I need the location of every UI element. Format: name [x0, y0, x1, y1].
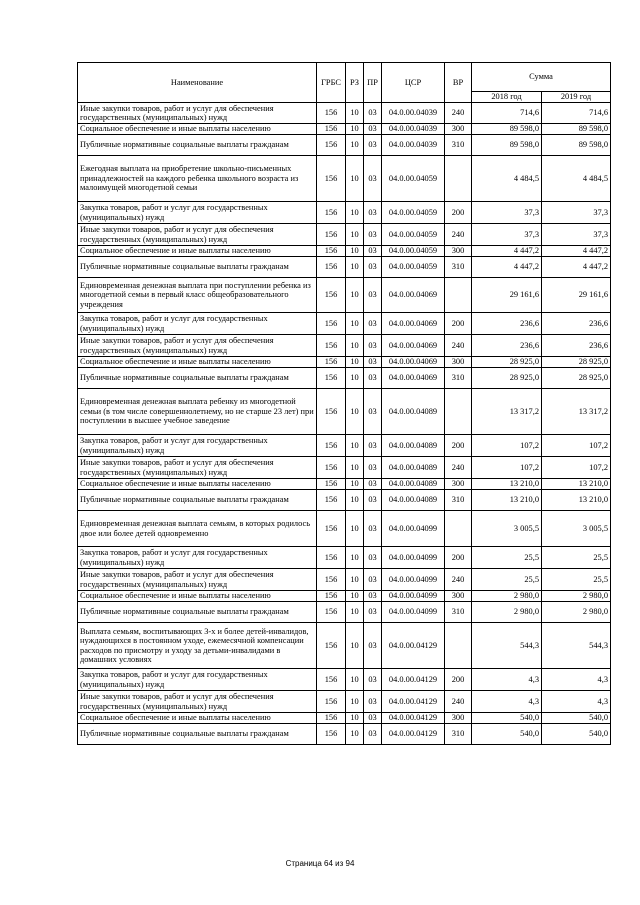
cell-rz: 10: [346, 623, 364, 669]
cell-sum-2019: 107,2: [542, 435, 611, 457]
cell-vr: 310: [445, 724, 472, 745]
cell-sum-2018: 540,0: [472, 724, 542, 745]
cell-sum-2018: 13 210,0: [472, 479, 542, 490]
cell-pr: 03: [364, 224, 382, 246]
cell-name: Иные закупки товаров, работ и услуг для обеспечения государственных (муниципальных) нужд: [78, 569, 317, 591]
cell-sum-2018: 4 447,2: [472, 257, 542, 278]
cell-rz: 10: [346, 724, 364, 745]
cell-pr: 03: [364, 713, 382, 724]
cell-rz: 10: [346, 457, 364, 479]
cell-rz: 10: [346, 490, 364, 511]
cell-csr: 04.0.00.04089: [382, 435, 445, 457]
cell-grbs: 156: [317, 357, 346, 368]
cell-name: Социальное обеспечение и иные выплаты населению: [78, 357, 317, 368]
cell-name: Иные закупки товаров, работ и услуг для обеспечения государственных (муниципальных) нужд: [78, 224, 317, 246]
cell-name: Публичные нормативные социальные выплаты гражданам: [78, 490, 317, 511]
cell-name: Социальное обеспечение и иные выплаты населению: [78, 479, 317, 490]
cell-name: Публичные нормативные социальные выплаты гражданам: [78, 724, 317, 745]
cell-csr: 04.0.00.04099: [382, 511, 445, 547]
cell-sum-2019: 2 980,0: [542, 591, 611, 602]
cell-csr: 04.0.00.04089: [382, 479, 445, 490]
cell-rz: 10: [346, 357, 364, 368]
cell-name: Закупка товаров, работ и услуг для государственных (муниципальных) нужд: [78, 202, 317, 224]
cell-name: Выплата семьям, воспитывающих 3-х и более детей-инвалидов, нуждающихся в постоянном уходе, ежемесячной компенсации расходов по присмотру и уходу за детьми-инвалидами в домашних условиях: [78, 623, 317, 669]
cell-csr: 04.0.00.04129: [382, 691, 445, 713]
cell-grbs: 156: [317, 602, 346, 623]
cell-sum-2019: 4,3: [542, 691, 611, 713]
cell-rz: 10: [346, 691, 364, 713]
cell-name: Публичные нормативные социальные выплаты гражданам: [78, 602, 317, 623]
cell-csr: 04.0.00.04059: [382, 257, 445, 278]
cell-csr: 04.0.00.04089: [382, 490, 445, 511]
cell-rz: 10: [346, 335, 364, 357]
header-sum: Сумма: [472, 63, 611, 92]
cell-name: Публичные нормативные социальные выплаты гражданам: [78, 135, 317, 156]
cell-sum-2019: 4 447,2: [542, 257, 611, 278]
cell-csr: 04.0.00.04099: [382, 569, 445, 591]
cell-rz: 10: [346, 669, 364, 691]
cell-sum-2018: 29 161,6: [472, 278, 542, 313]
cell-vr: 200: [445, 313, 472, 335]
cell-vr: 240: [445, 103, 472, 124]
cell-sum-2018: 2 980,0: [472, 602, 542, 623]
cell-pr: 03: [364, 457, 382, 479]
cell-pr: 03: [364, 479, 382, 490]
table-row: [78, 724, 611, 745]
cell-grbs: 156: [317, 278, 346, 313]
cell-sum-2018: 13 317,2: [472, 389, 542, 435]
cell-pr: 03: [364, 724, 382, 745]
cell-pr: 03: [364, 103, 382, 124]
cell-vr: 200: [445, 669, 472, 691]
cell-vr: [445, 156, 472, 202]
cell-sum-2019: 28 925,0: [542, 357, 611, 368]
cell-grbs: 156: [317, 368, 346, 389]
cell-vr: 310: [445, 368, 472, 389]
table-row: [78, 547, 611, 569]
cell-sum-2018: 236,6: [472, 313, 542, 335]
cell-csr: 04.0.00.04069: [382, 313, 445, 335]
cell-pr: 03: [364, 547, 382, 569]
cell-csr: 04.0.00.04039: [382, 124, 445, 135]
cell-pr: 03: [364, 569, 382, 591]
table-row: [78, 368, 611, 389]
table-row: [78, 156, 611, 202]
cell-sum-2019: 4 484,5: [542, 156, 611, 202]
table-row: [78, 713, 611, 724]
cell-rz: 10: [346, 103, 364, 124]
cell-sum-2019: 89 598,0: [542, 124, 611, 135]
table-row: [78, 124, 611, 135]
cell-sum-2018: 89 598,0: [472, 135, 542, 156]
cell-csr: 04.0.00.04069: [382, 278, 445, 313]
header-year-2019: 2019 год: [542, 92, 611, 103]
cell-sum-2018: 236,6: [472, 335, 542, 357]
cell-pr: 03: [364, 511, 382, 547]
cell-sum-2018: 4,3: [472, 691, 542, 713]
cell-rz: 10: [346, 713, 364, 724]
cell-grbs: 156: [317, 335, 346, 357]
cell-vr: 300: [445, 591, 472, 602]
table-row: [78, 135, 611, 156]
table-body: [78, 103, 611, 745]
cell-csr: 04.0.00.04129: [382, 669, 445, 691]
cell-sum-2018: 4,3: [472, 669, 542, 691]
table-row: [78, 257, 611, 278]
cell-rz: 10: [346, 124, 364, 135]
cell-csr: 04.0.00.04129: [382, 713, 445, 724]
cell-sum-2019: 13 210,0: [542, 479, 611, 490]
cell-pr: 03: [364, 389, 382, 435]
cell-grbs: 156: [317, 490, 346, 511]
table-row: [78, 669, 611, 691]
cell-grbs: 156: [317, 103, 346, 124]
cell-csr: 04.0.00.04059: [382, 202, 445, 224]
cell-pr: 03: [364, 357, 382, 368]
cell-sum-2018: 714,6: [472, 103, 542, 124]
cell-sum-2019: 4 447,2: [542, 246, 611, 257]
cell-grbs: 156: [317, 591, 346, 602]
cell-rz: 10: [346, 224, 364, 246]
cell-vr: 300: [445, 357, 472, 368]
cell-rz: 10: [346, 511, 364, 547]
cell-sum-2019: 25,5: [542, 547, 611, 569]
cell-grbs: 156: [317, 511, 346, 547]
table-row: [78, 623, 611, 669]
cell-vr: 300: [445, 713, 472, 724]
table-row: [78, 479, 611, 490]
cell-csr: 04.0.00.04059: [382, 246, 445, 257]
table-row: [78, 389, 611, 435]
cell-grbs: 156: [317, 313, 346, 335]
cell-sum-2018: 3 005,5: [472, 511, 542, 547]
cell-sum-2018: 4 484,5: [472, 156, 542, 202]
cell-grbs: 156: [317, 457, 346, 479]
cell-grbs: 156: [317, 669, 346, 691]
cell-sum-2019: 540,0: [542, 713, 611, 724]
cell-grbs: 156: [317, 435, 346, 457]
cell-sum-2018: 28 925,0: [472, 368, 542, 389]
cell-sum-2019: 37,3: [542, 224, 611, 246]
cell-pr: 03: [364, 623, 382, 669]
cell-rz: 10: [346, 135, 364, 156]
cell-pr: 03: [364, 669, 382, 691]
cell-vr: 240: [445, 224, 472, 246]
cell-rz: 10: [346, 569, 364, 591]
cell-sum-2019: 28 925,0: [542, 368, 611, 389]
cell-vr: 200: [445, 435, 472, 457]
cell-rz: 10: [346, 313, 364, 335]
cell-rz: 10: [346, 435, 364, 457]
cell-sum-2018: 107,2: [472, 457, 542, 479]
cell-sum-2019: 13 317,2: [542, 389, 611, 435]
table-row: [78, 278, 611, 313]
cell-sum-2019: 544,3: [542, 623, 611, 669]
cell-grbs: 156: [317, 713, 346, 724]
table-row: [78, 224, 611, 246]
header-grbs: ГРБС: [317, 63, 346, 103]
cell-sum-2019: 2 980,0: [542, 602, 611, 623]
cell-name: Социальное обеспечение и иные выплаты населению: [78, 246, 317, 257]
cell-rz: 10: [346, 389, 364, 435]
cell-grbs: 156: [317, 156, 346, 202]
cell-vr: 240: [445, 569, 472, 591]
cell-pr: 03: [364, 435, 382, 457]
table-row: [78, 569, 611, 591]
cell-name: Социальное обеспечение и иные выплаты населению: [78, 591, 317, 602]
cell-pr: 03: [364, 490, 382, 511]
cell-grbs: 156: [317, 547, 346, 569]
cell-sum-2018: 37,3: [472, 202, 542, 224]
cell-csr: 04.0.00.04099: [382, 602, 445, 623]
header-pr: ПР: [364, 63, 382, 103]
cell-sum-2019: 236,6: [542, 335, 611, 357]
cell-pr: 03: [364, 313, 382, 335]
cell-vr: 310: [445, 135, 472, 156]
cell-name: Ежегодная выплата на приобретение школьно-письменных принадлежностей на каждого ребенка школьного возраста из малоимущей многодетной семьи: [78, 156, 317, 202]
cell-pr: 03: [364, 202, 382, 224]
cell-vr: 200: [445, 547, 472, 569]
cell-csr: 04.0.00.04129: [382, 724, 445, 745]
cell-sum-2018: 2 980,0: [472, 591, 542, 602]
cell-rz: 10: [346, 602, 364, 623]
cell-sum-2018: 25,5: [472, 569, 542, 591]
cell-grbs: 156: [317, 257, 346, 278]
cell-grbs: 156: [317, 479, 346, 490]
cell-sum-2019: 4,3: [542, 669, 611, 691]
cell-csr: 04.0.00.04129: [382, 623, 445, 669]
cell-rz: 10: [346, 246, 364, 257]
cell-rz: 10: [346, 547, 364, 569]
cell-sum-2019: 25,5: [542, 569, 611, 591]
cell-name: Единовременная денежная выплата при поступлении ребенка из многодетной семьи в первый класс общеобразовательного учреждения: [78, 278, 317, 313]
table-row: [78, 602, 611, 623]
cell-name: Публичные нормативные социальные выплаты гражданам: [78, 257, 317, 278]
cell-name: Иные закупки товаров, работ и услуг для обеспечения государственных (муниципальных) нужд: [78, 691, 317, 713]
cell-vr: 240: [445, 457, 472, 479]
cell-grbs: 156: [317, 724, 346, 745]
cell-sum-2018: 13 210,0: [472, 490, 542, 511]
budget-table: [77, 62, 611, 745]
cell-sum-2019: 3 005,5: [542, 511, 611, 547]
cell-vr: 200: [445, 202, 472, 224]
cell-vr: 310: [445, 257, 472, 278]
cell-csr: 04.0.00.04099: [382, 591, 445, 602]
cell-vr: 240: [445, 335, 472, 357]
cell-name: Закупка товаров, работ и услуг для государственных (муниципальных) нужд: [78, 547, 317, 569]
cell-rz: 10: [346, 257, 364, 278]
cell-rz: 10: [346, 156, 364, 202]
cell-name: Закупка товаров, работ и услуг для государственных (муниципальных) нужд: [78, 669, 317, 691]
cell-csr: 04.0.00.04099: [382, 547, 445, 569]
cell-grbs: 156: [317, 202, 346, 224]
header-vr: ВР: [445, 63, 472, 103]
cell-csr: 04.0.00.04059: [382, 156, 445, 202]
cell-grbs: 156: [317, 224, 346, 246]
table-row: [78, 313, 611, 335]
cell-name: Закупка товаров, работ и услуг для государственных (муниципальных) нужд: [78, 313, 317, 335]
cell-csr: 04.0.00.04069: [382, 357, 445, 368]
cell-pr: 03: [364, 335, 382, 357]
cell-pr: 03: [364, 135, 382, 156]
page-number: Страница 64 из 94: [285, 859, 355, 868]
cell-pr: 03: [364, 278, 382, 313]
cell-grbs: 156: [317, 246, 346, 257]
cell-vr: [445, 511, 472, 547]
cell-pr: 03: [364, 368, 382, 389]
table-row: [78, 691, 611, 713]
cell-name: Единовременная денежная выплата семьям, в которых родилось двое или более детей одновременно: [78, 511, 317, 547]
cell-sum-2018: 37,3: [472, 224, 542, 246]
table-row: [78, 335, 611, 357]
cell-vr: 300: [445, 124, 472, 135]
table-row: [78, 103, 611, 124]
table-row: [78, 202, 611, 224]
table-row: [78, 457, 611, 479]
cell-sum-2019: 29 161,6: [542, 278, 611, 313]
cell-pr: 03: [364, 602, 382, 623]
cell-rz: 10: [346, 278, 364, 313]
cell-pr: 03: [364, 124, 382, 135]
cell-sum-2019: 107,2: [542, 457, 611, 479]
cell-grbs: 156: [317, 623, 346, 669]
cell-sum-2018: 544,3: [472, 623, 542, 669]
cell-vr: [445, 389, 472, 435]
table-row: [78, 511, 611, 547]
cell-csr: 04.0.00.04039: [382, 103, 445, 124]
cell-vr: 310: [445, 490, 472, 511]
header-name: Наименование: [78, 63, 317, 103]
cell-vr: [445, 623, 472, 669]
cell-name: Закупка товаров, работ и услуг для государственных (муниципальных) нужд: [78, 435, 317, 457]
cell-sum-2018: 4 447,2: [472, 246, 542, 257]
cell-grbs: 156: [317, 135, 346, 156]
cell-sum-2018: 107,2: [472, 435, 542, 457]
cell-csr: 04.0.00.04089: [382, 457, 445, 479]
cell-sum-2018: 25,5: [472, 547, 542, 569]
cell-csr: 04.0.00.04089: [382, 389, 445, 435]
cell-name: Иные закупки товаров, работ и услуг для обеспечения государственных (муниципальных) нужд: [78, 335, 317, 357]
header-csr: ЦСР: [382, 63, 445, 103]
cell-sum-2019: 714,6: [542, 103, 611, 124]
cell-sum-2018: 89 598,0: [472, 124, 542, 135]
cell-vr: 300: [445, 479, 472, 490]
cell-name: Иные закупки товаров, работ и услуг для обеспечения государственных (муниципальных) нужд: [78, 103, 317, 124]
header-rz: РЗ: [346, 63, 364, 103]
table-row: [78, 435, 611, 457]
cell-csr: 04.0.00.04039: [382, 135, 445, 156]
cell-sum-2019: 37,3: [542, 202, 611, 224]
table-row: [78, 591, 611, 602]
cell-sum-2018: 540,0: [472, 713, 542, 724]
cell-sum-2019: 236,6: [542, 313, 611, 335]
cell-csr: 04.0.00.04069: [382, 368, 445, 389]
cell-grbs: 156: [317, 691, 346, 713]
cell-pr: 03: [364, 156, 382, 202]
cell-name: Социальное обеспечение и иные выплаты населению: [78, 713, 317, 724]
cell-sum-2019: 89 598,0: [542, 135, 611, 156]
cell-grbs: 156: [317, 569, 346, 591]
cell-name: Иные закупки товаров, работ и услуг для обеспечения государственных (муниципальных) нужд: [78, 457, 317, 479]
table-row: [78, 490, 611, 511]
cell-pr: 03: [364, 591, 382, 602]
table-row: [78, 246, 611, 257]
cell-vr: [445, 278, 472, 313]
cell-pr: 03: [364, 246, 382, 257]
cell-csr: 04.0.00.04059: [382, 224, 445, 246]
cell-name: Социальное обеспечение и иные выплаты населению: [78, 124, 317, 135]
cell-name: Публичные нормативные социальные выплаты гражданам: [78, 368, 317, 389]
cell-rz: 10: [346, 368, 364, 389]
cell-pr: 03: [364, 257, 382, 278]
cell-grbs: 156: [317, 389, 346, 435]
table-row: [78, 357, 611, 368]
cell-pr: 03: [364, 691, 382, 713]
cell-sum-2019: 13 210,0: [542, 490, 611, 511]
cell-rz: 10: [346, 479, 364, 490]
cell-csr: 04.0.00.04069: [382, 335, 445, 357]
cell-vr: 310: [445, 602, 472, 623]
cell-name: Единовременная денежная выплата ребенку из многодетной семьи (в том числе совершеннолетнему, но не старше 23 лет) при поступлении в высшее учебное заведение: [78, 389, 317, 435]
cell-rz: 10: [346, 591, 364, 602]
cell-rz: 10: [346, 202, 364, 224]
cell-sum-2018: 28 925,0: [472, 357, 542, 368]
cell-vr: 300: [445, 246, 472, 257]
cell-vr: 240: [445, 691, 472, 713]
header-year-2018: 2018 год: [472, 92, 542, 103]
cell-sum-2019: 540,0: [542, 724, 611, 745]
cell-grbs: 156: [317, 124, 346, 135]
